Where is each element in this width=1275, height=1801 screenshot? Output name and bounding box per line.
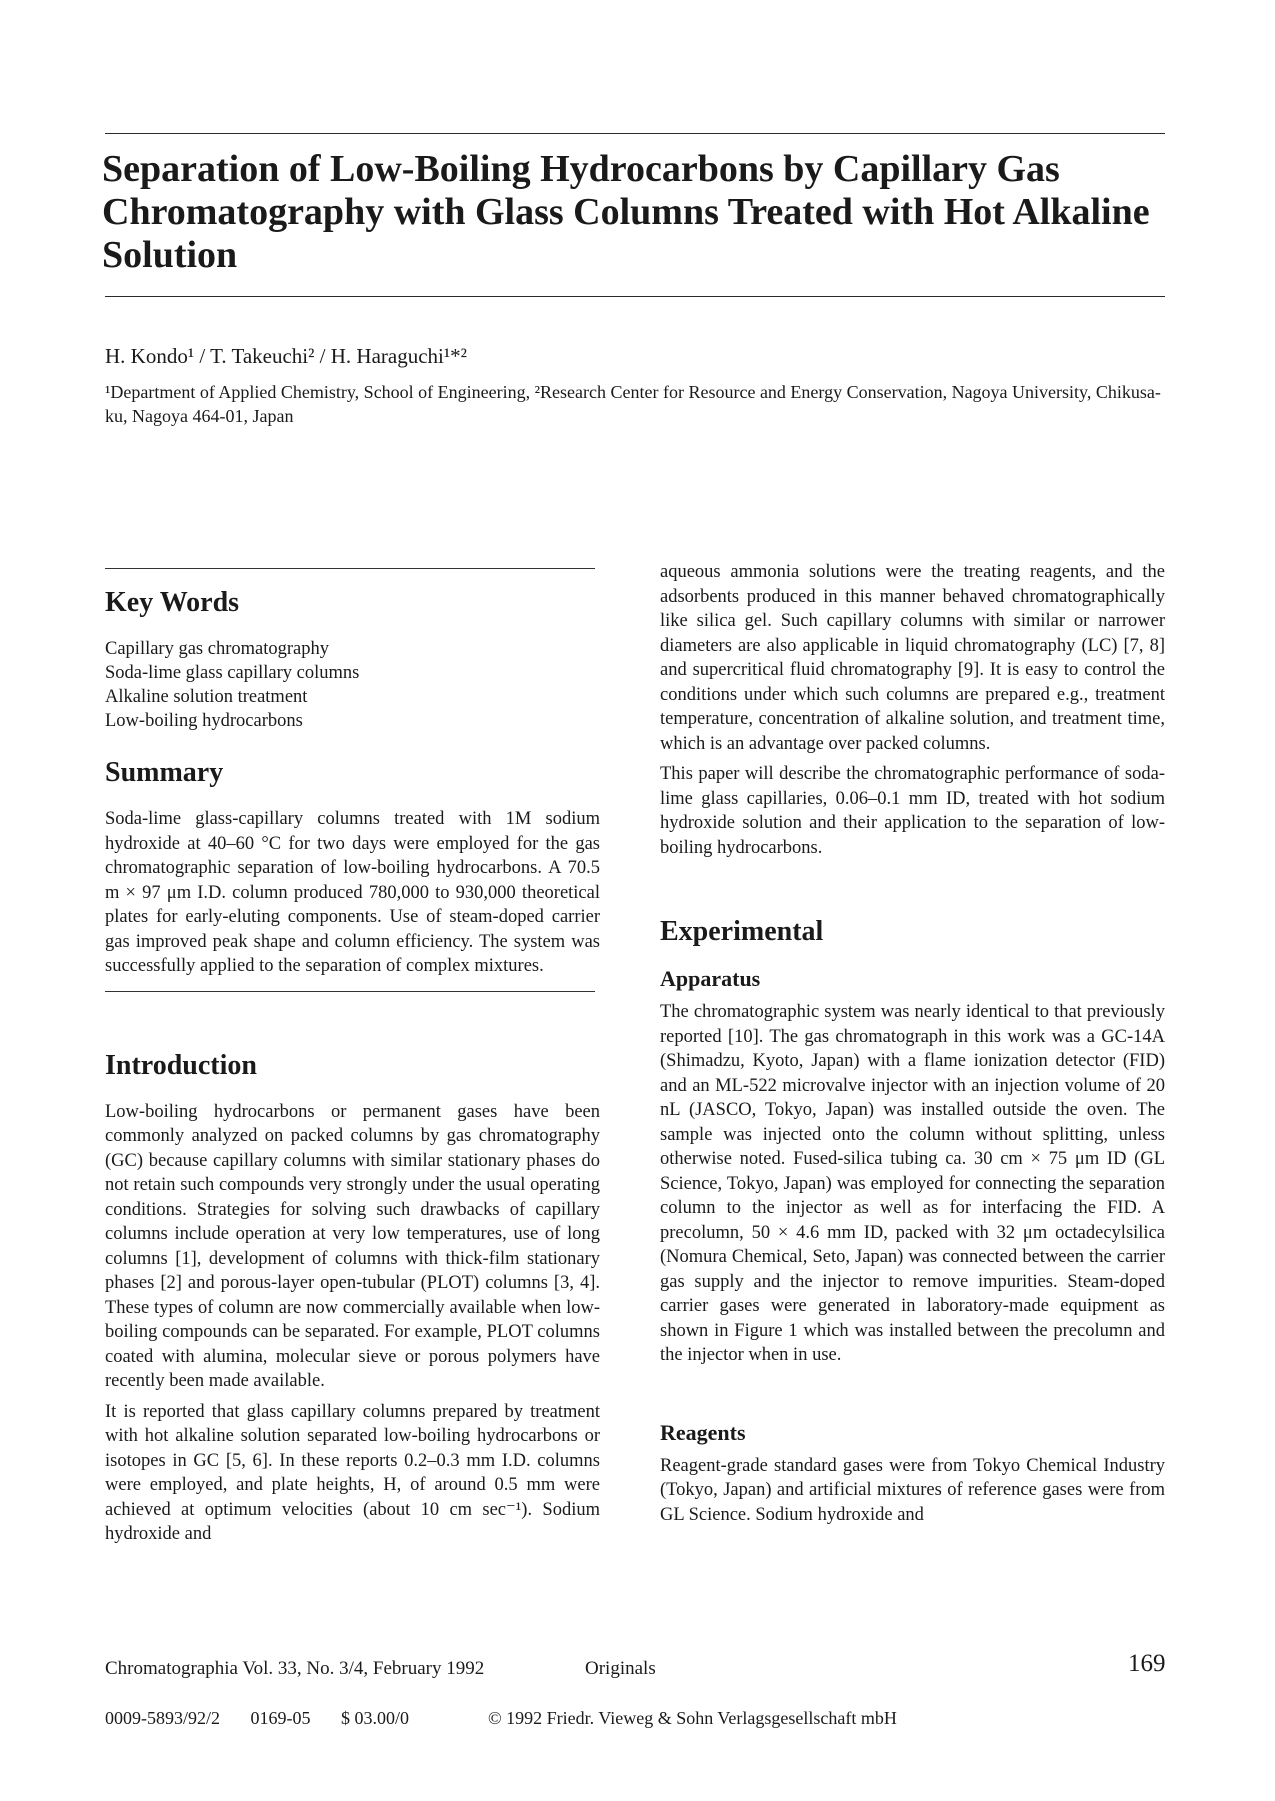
keywords-heading: Key Words xyxy=(105,587,240,618)
article-title: Separation of Low-Boiling Hydrocarbons by Capillary Gas Chromatography with Glass Columns Treated with Hot Alkaline Solution xyxy=(102,148,1150,276)
introduction-paragraph: It is reported that glass capillary columns prepared by treatment with hot alkaline solution separated low-boiling hydrocarbons or isotopes in GC [5, 6]. In these reports 0.2–0.3 mm I.D. columns were employed, and plate heights, H, of around 0.5 mm were achieved at optimum velocities (about 10 cm sec⁻¹). Sodium hydroxide and xyxy=(105,1401,600,1544)
introduction-heading: Introduction xyxy=(105,1049,257,1081)
copyright-notice: © 1992 Friedr. Vieweg & Sohn Verlagsgesellschaft mbH xyxy=(488,1708,897,1728)
apparatus-text: The chromatographic system was nearly identical to that previously reported [10]. The gas chromatograph in this work was a GC-14A (Shimadzu, Kyoto, Japan) with a flame ionization detector (FID) and an ML-522 microvalve injector with an injection volume of 20 nL (JASCO, Tokyo, Japan) was installed outside the oven. The sample was injected onto the column without splitting, unless otherwise noted. Fused-silica tubing ca. 30 cm × 75 μm ID (GL Science, Tokyo, Japan) was employed for connecting the separation column to the injector as well as for interfacing the FID. A precolumn, 50 × 4.6 mm ID, packed with 32 μm octadecylsilica (Nomura Chemical, Seto, Japan) was connected between the carrier gas supply and the injector to remove impurities. Steam-doped carrier gases were generated in laboratory-made equipment as shown in Figure 1 which was installed between the precolumn and the injector when in use. xyxy=(660,1002,1165,1365)
keywords-top-rule xyxy=(105,568,595,569)
reagents-heading: Reagents xyxy=(660,1419,746,1445)
title-bottom-rule xyxy=(105,296,1165,297)
summary-bottom-rule xyxy=(105,991,595,992)
affiliation: ¹Department of Applied Chemistry, School of Engineering, ²Research Center for Resource and Energy Conservation, Nagoya University, Chikusa-ku, Nagoya 464-01, Japan xyxy=(105,382,1161,426)
keyword-item: Alkaline solution treatment xyxy=(105,687,308,707)
section-label: Originals xyxy=(585,1658,656,1679)
issn-code xyxy=(105,1708,409,1729)
left-column xyxy=(105,560,600,1553)
right-column xyxy=(660,560,1165,1533)
issn-code-value: 0009-5893/92/2 xyxy=(105,1708,220,1728)
article-code: 0169-05 xyxy=(250,1708,311,1728)
experimental-heading: Experimental xyxy=(660,916,824,947)
keyword-item: Soda-lime glass capillary columns xyxy=(105,663,360,683)
keyword-item: Capillary gas chromatography xyxy=(105,639,329,659)
keyword-list xyxy=(105,637,600,733)
body-paragraph: This paper will describe the chromatographic performance of soda-lime glass capillaries, 0.06–0.1 mm ID, treated with hot sodium hydroxide solution and their application to the separation of low-boiling hydrocarbons. xyxy=(660,764,1165,858)
author-list: H. Kondo¹ / T. Takeuchi² / H. Haraguchi¹*² xyxy=(105,344,467,368)
introduction-paragraph: Low-boiling hydrocarbons or permanent gases have been commonly analyzed on packed columns by gas chromatography (GC) because capillary columns with similar stationary phases do not retain such compounds very strongly under the usual operating conditions. Strategies for solving such drawbacks of capillary columns include operation at very low temperatures, use of long columns [1], development of columns with thick-film stationary phases [2] and porous-layer open-tubular (PLOT) columns [3, 4]. These types of column are now commercially available when low-boiling compounds can be separated. For example, PLOT columns coated with alumina, molecular sieve or porous polymers have recently been made available. xyxy=(105,1101,600,1391)
page-number: 169 xyxy=(1128,1650,1166,1677)
keyword-item: Low-boiling hydrocarbons xyxy=(105,711,303,731)
journal-citation: Chromatographia Vol. 33, No. 3/4, February 1992 xyxy=(105,1658,485,1679)
apparatus-heading: Apparatus xyxy=(660,966,761,991)
title-top-rule xyxy=(105,133,1165,134)
summary-heading: Summary xyxy=(105,757,224,788)
summary-text: Soda-lime glass-capillary columns treated with 1M sodium hydroxide at 40–60 °C for two days were employed for the gas chromatographic separation of low-boiling hydrocarbons. A 70.5 m × 97 μm I.D. column produced 780,000 to 930,000 theoretical plates for early-eluting components. Use of steam-doped carrier gas improved peak shape and column efficiency. The system was successfully applied to the separation of complex mixtures. xyxy=(105,809,600,976)
article-price: $ 03.00/0 xyxy=(341,1708,410,1728)
reagents-text: Reagent-grade standard gases were from Tokyo Chemical Industry (Tokyo, Japan) and artificial mixtures of reference gases were from GL Science. Sodium hydroxide and xyxy=(660,1455,1165,1525)
body-paragraph: aqueous ammonia solutions were the treating reagents, and the adsorbents produced in this manner behaved chromatographically like silica gel. Such capillary columns with similar or narrower diameters are also applicable in liquid chromatography (LC) [7, 8] and supercritical fluid chromatography [9]. It is easy to control the conditions under which such columns are prepared e.g., treatment temperature, concentration of alkaline solution, and treatment time, which is an advantage over packed columns. xyxy=(660,562,1165,754)
